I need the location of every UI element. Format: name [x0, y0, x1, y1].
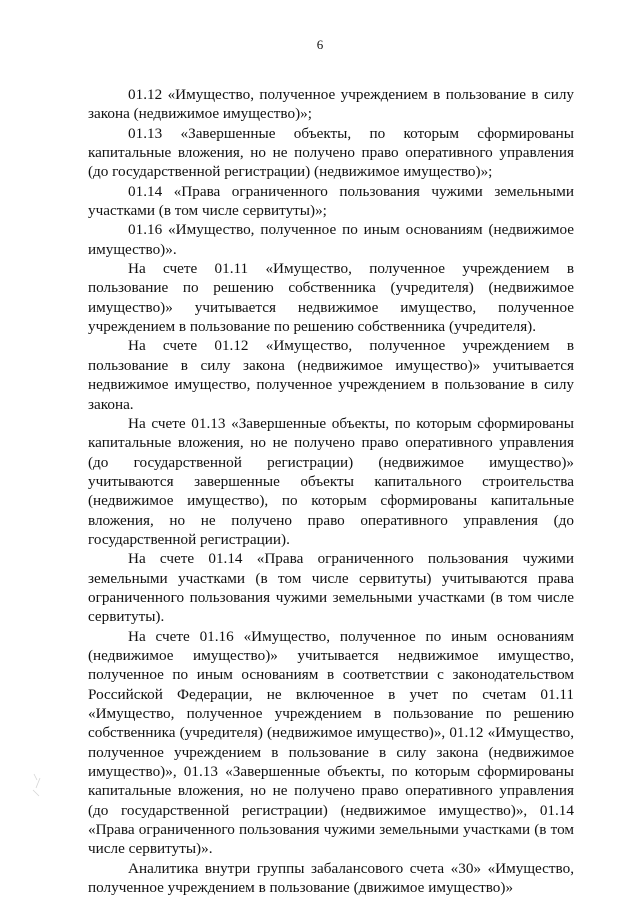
- document-body: [88, 85, 574, 897]
- paragraph-account-01-16: 01.16 «Имущество, полученное по иным основаниям (недвижимое имущество)».: [88, 221, 574, 258]
- page-number: 6: [316, 37, 324, 52]
- paragraph-account-01-13: 01.13 «Завершенные объекты, по которым сформированы капитальные вложения, но не получено право оперативного управления (до государственной регистрации) (недвижимое имущество)»;: [88, 124, 574, 181]
- paragraph-analytics-account-30: Аналитика внутри группы забалансового счета «30» «Имущество, полученное учреждением в пользование (движимое имущество)»: [88, 859, 574, 897]
- paragraph-account-01-12: 01.12 «Имущество, полученное учреждением в пользование в силу закона (недвижимое имущество)»;: [88, 86, 574, 123]
- paragraph-on-account-01-14: На счете 01.14 «Права ограниченного пользования чужими земельными участками (в том числе сервитуты) учитываются права ограниченного пользования чужими земельными участками (в том числе сервитуты).: [88, 550, 574, 626]
- paragraph-on-account-01-11: На счете 01.11 «Имущество, полученное учреждением в пользование по решению собственника (учредителя) (недвижимое имущество)» учитывается недвижимое имущество, полученное учреждением в пользование по решению собственника (учредителя).: [88, 260, 574, 336]
- paragraph-on-account-01-12: На счете 01.12 «Имущество, полученное учреждением в пользование в силу закона (недвижимое имущество)» учитывается недвижимое имущество, полученное учреждением в пользование в силу закона.: [88, 337, 574, 413]
- scan-artifact: [28, 770, 48, 800]
- paragraph-account-01-14: 01.14 «Права ограниченного пользования чужими земельными участками (в том числе сервитуты)»;: [88, 182, 574, 220]
- paragraph-on-account-01-16: На счете 01.16 «Имущество, полученное по иным основаниям (недвижимое имущество)» учитывается недвижимое имущество, полученное по иным основаниям в соответствии с законодательством Российской Федерации, не включенное в учет по счетам 01.11 «Имущество, полученное учреждением в пользование по решению собственника (учредителя) (недвижимое имущество)», 01.12 «Имущество, полученное учреждением в пользование в силу закона (недвижимое имущество)», 01.13 «Завершенные объекты, по которым сформированы капитальные вложения, но не получено право оперативного управления (до государственной регистрации) (недвижимое имущество)», 01.14 «Права ограниченного пользования чужими земельными участками (в том числе сервитуты)».: [88, 627, 574, 858]
- paragraph-on-account-01-13: На счете 01.13 «Завершенные объекты, по которым сформированы капитальные вложения, но не получено право оперативного управления (до государственной регистрации) (недвижимое имущество)» учитываются завершенные объекты капитального строительства (недвижимое имущество), по которым сформированы капитальные вложения, но не получено право оперативного управления (до государственной регистрации).: [88, 414, 574, 548]
